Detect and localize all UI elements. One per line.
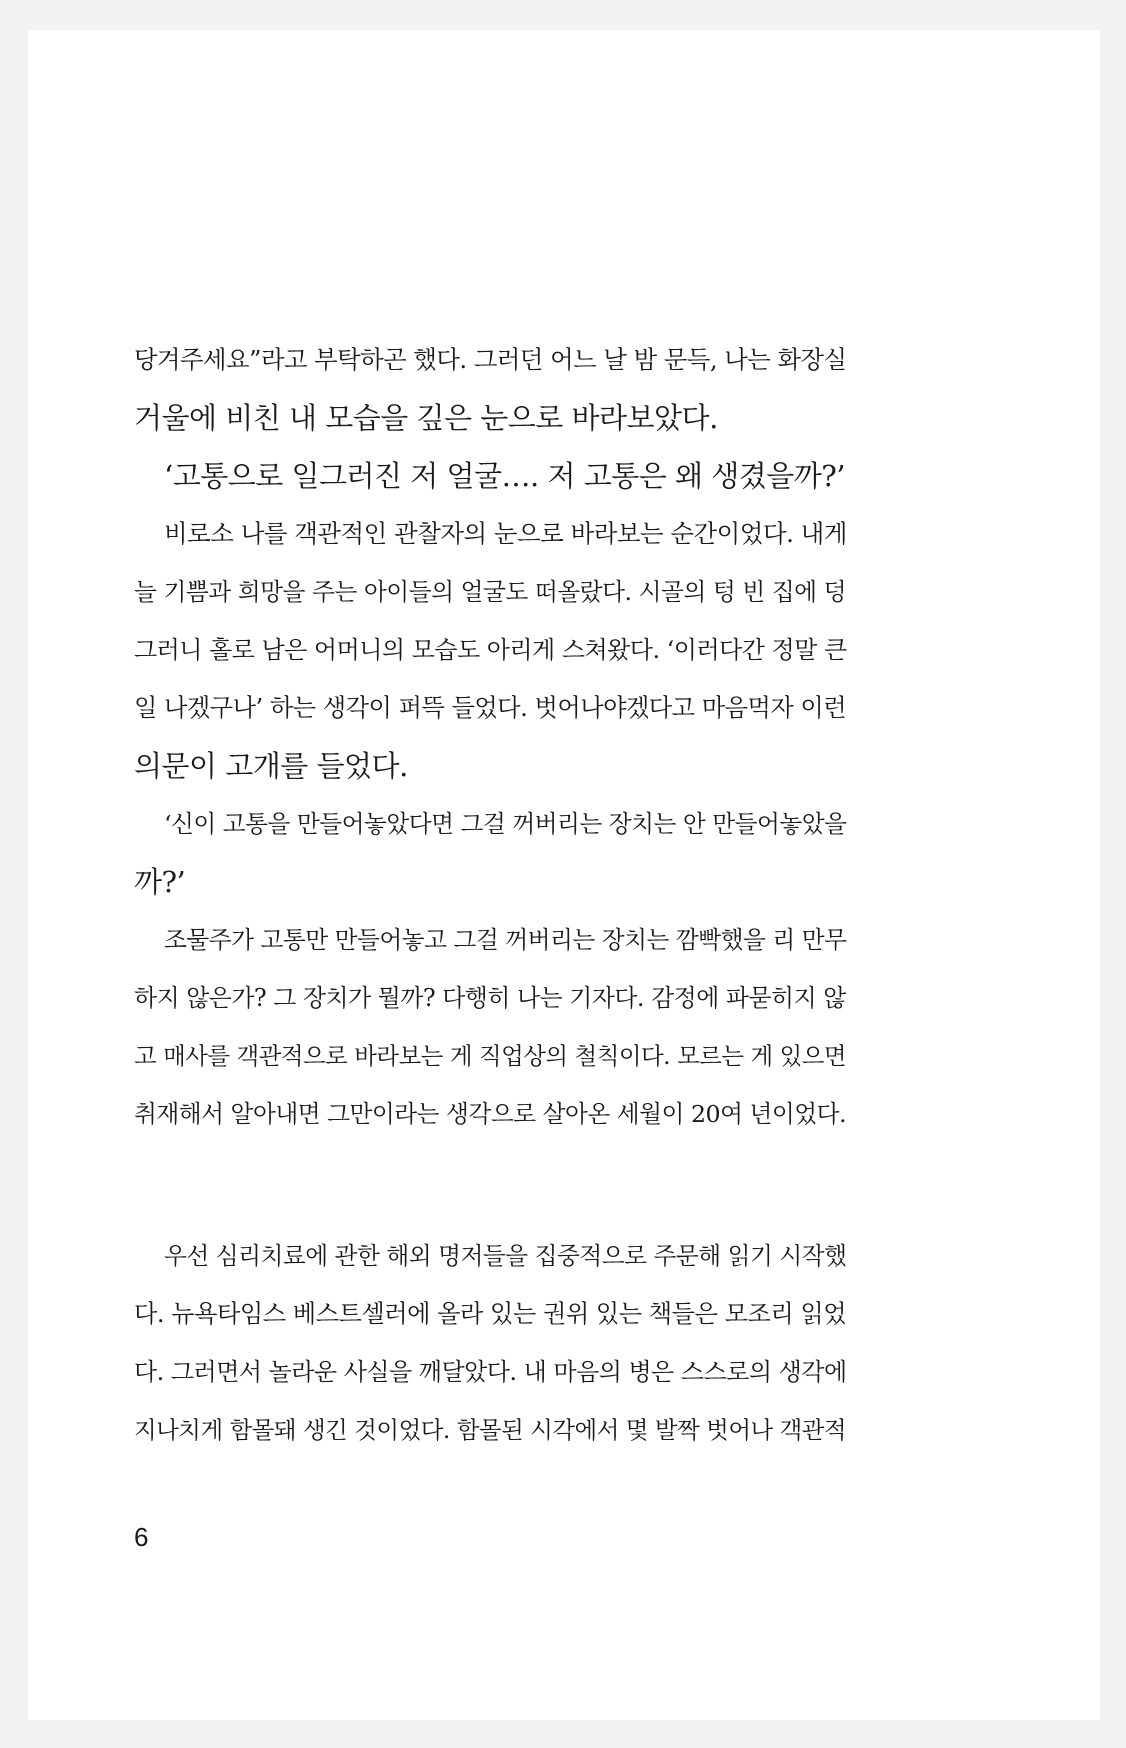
paragraph-3-line-1: 비로소 나를 객관적인 관찰자의 눈으로 바라보는 순간이었다. 내게: [164, 519, 847, 548]
book-page: [28, 30, 1100, 1720]
paragraph-5-line-3: 고 매사를 객관적으로 바라보는 게 직업상의 철칙이다. 모르는 게 있으면: [134, 1042, 847, 1070]
paragraph-6-line-1: 우선 심리치료에 관한 해외 명저들을 집중적으로 주문해 읽기 시작했: [164, 1242, 847, 1270]
paragraph-5-line-1: 조물주가 고통만 만들어놓고 그걸 꺼버리는 장치는 깜빡했을 리 만무: [164, 926, 847, 954]
paragraph-2-line-1: ‘고통으로 일그러진 저 얼굴…. 저 고통은 왜 생겼을까?’: [164, 459, 846, 493]
paragraph-3-line-2: 늘 기쁨과 희망을 주는 아이들의 얼굴도 떠올랐다. 시골의 텅 빈 집에 덩: [134, 578, 847, 606]
paragraph-1-line-2: 거울에 비친 내 모습을 깊은 눈으로 바라보았다.: [134, 401, 718, 435]
paragraph-3-line-4: 일 나겠구나’ 하는 생각이 퍼뜩 들었다. 벗어나야겠다고 마음먹자 이런: [134, 694, 847, 722]
paragraph-6-line-2: 다. 뉴욕타임스 베스트셀러에 올라 있는 권위 있는 책들은 모조리 읽었: [134, 1300, 847, 1328]
paragraph-5-line-4: 취재해서 알아내면 그만이라는 생각으로 살아온 세월이 20여 년이었다.: [134, 1100, 847, 1128]
paragraph-1-line-1: 당겨주세요”라고 부탁하곤 했다. 그러던 어느 날 밤 문득, 나는 화장실: [134, 345, 847, 374]
paragraph-3-line-5: 의문이 고개를 들었다.: [134, 749, 408, 783]
paragraph-3-line-3: 그러니 홀로 남은 어머니의 모습도 아리게 스쳐왔다. ‘이러다간 정말 큰: [134, 636, 847, 664]
paragraph-5-line-2: 하지 않은가? 그 장치가 뭘까? 다행히 나는 기자다. 감정에 파묻히지 않: [134, 984, 846, 1012]
paragraph-4-line-2: 까?’: [134, 865, 186, 899]
paragraph-6-line-4: 지나치게 함몰돼 생긴 것이었다. 함몰된 시각에서 몇 발짝 벗어나 객관적: [134, 1416, 847, 1444]
paragraph-4-line-1: ‘신이 고통을 만들어놓았다면 그걸 꺼버리는 장치는 안 만들어놓았을: [164, 810, 847, 838]
paragraph-6-line-3: 다. 그러면서 놀라운 사실을 깨달았다. 내 마음의 병은 스스로의 생각에: [134, 1358, 847, 1386]
page-number: 6: [134, 1522, 149, 1552]
